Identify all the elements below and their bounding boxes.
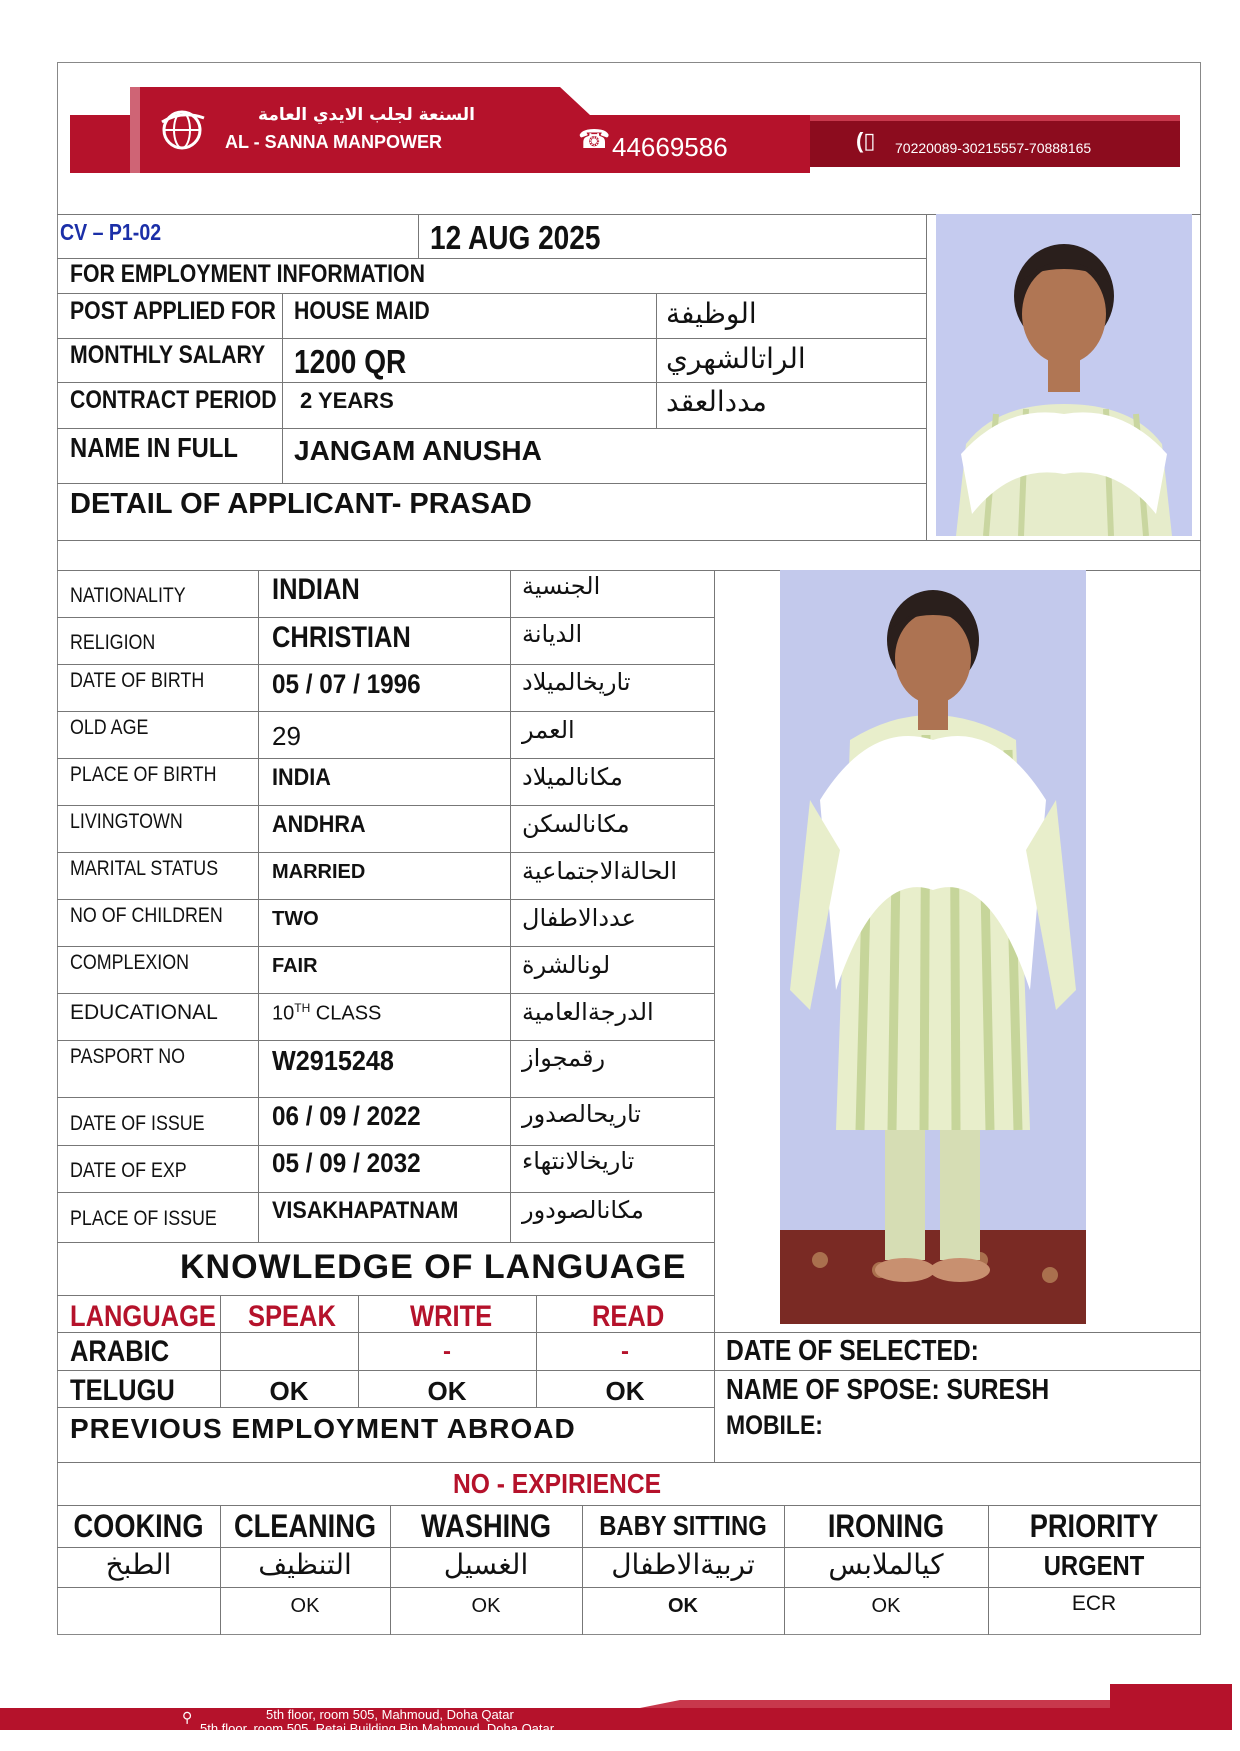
full-name-label: NAME IN FULL	[70, 432, 238, 463]
religion-arabic: الديانة	[522, 620, 583, 648]
age-value: 29	[272, 721, 301, 751]
educational-value-suffix: TH	[294, 1001, 311, 1015]
age-label: OLD AGE	[70, 716, 149, 739]
ironing-status: OK	[871, 1595, 901, 1617]
post-applied-label: POST APPLIED FOR	[70, 297, 276, 325]
skill-cleaning-arabic: التنظيف	[258, 1548, 352, 1581]
monthly-salary-label: MONTHLY SALARY	[70, 341, 266, 369]
skill-washing: WASHING	[421, 1508, 551, 1544]
language-header-read: READ	[592, 1300, 665, 1333]
date-of-exp-arabic: تاريخالانتهاء	[522, 1147, 635, 1175]
nationality-arabic: الجنسية	[522, 572, 601, 600]
children-arabic: عددالاطفال	[522, 904, 636, 932]
employment-section-title: FOR EMPLOYMENT INFORMATION	[70, 260, 425, 288]
contract-period-label: CONTRACT PERIOD	[70, 386, 277, 414]
language-section-title: KNOWLEDGE OF LANGUAGE	[180, 1248, 687, 1286]
company-name-arabic: السنعة لجلب الايدي العامة	[258, 105, 475, 125]
washing-status: OK	[471, 1595, 501, 1617]
skill-cooking: COOKING	[73, 1508, 204, 1544]
skill-priority: PRIORITY	[1029, 1508, 1159, 1544]
telugu-write: OK	[427, 1376, 467, 1406]
cv-code: CV – P1-02	[60, 219, 162, 245]
phone-number: 44669586	[612, 132, 728, 162]
skill-cooking-arabic: الطبخ	[105, 1548, 172, 1581]
previous-employment-title: PREVIOUS EMPLOYMENT ABROAD	[70, 1413, 576, 1444]
religion-label: RELIGION	[70, 631, 156, 654]
cv-date: 12 AUG 2025	[430, 219, 601, 256]
complexion-arabic: لونالشرة	[522, 951, 611, 979]
telugu-speak: OK	[269, 1376, 309, 1406]
contract-period-arabic: مددالعقد	[666, 385, 767, 418]
date-of-birth-value: 05 / 07 / 1996	[272, 669, 421, 699]
place-of-issue-label: PLACE OF ISSUE	[70, 1207, 217, 1230]
religion-value: CHRISTIAN	[272, 621, 411, 654]
date-of-issue-arabic: تاريحالصدور	[522, 1100, 641, 1128]
arabic-write: -	[443, 1338, 451, 1365]
place-of-issue-arabic: مكانالصودور	[522, 1196, 644, 1224]
complexion-label: COMPLEXION	[70, 951, 190, 974]
skill-ironing-arabic: كيالملابس	[828, 1548, 944, 1581]
date-of-birth-label: DATE OF BIRTH	[70, 669, 205, 692]
monthly-salary-arabic: الراتالشهري	[666, 342, 806, 375]
applicant-detail-heading: DETAIL OF APPLICANT- PRASAD	[70, 488, 532, 520]
footer-address-line1: 5th floor, room 505, Mahmoud, Doha Qatar	[266, 1707, 514, 1722]
date-of-birth-arabic: تاريخالميلاد	[522, 668, 631, 696]
passport-arabic: رقمجواز	[522, 1044, 606, 1072]
date-of-exp-value: 05 / 09 / 2032	[272, 1148, 421, 1178]
language-header-write: WRITE	[410, 1300, 493, 1333]
educational-value	[272, 1002, 381, 1024]
date-of-exp-label: DATE OF EXP	[70, 1159, 187, 1182]
language-header-speak: SPEAK	[248, 1300, 336, 1333]
passport-value: W2915248	[272, 1045, 394, 1076]
skill-washing-arabic: الغسيل	[443, 1548, 529, 1581]
children-value: TWO	[272, 908, 319, 930]
educational-value-class: CLASS	[310, 1002, 382, 1025]
living-town-arabic: مكانالسكن	[522, 810, 630, 838]
skill-ironing: IRONING	[827, 1508, 945, 1544]
living-town-value: ANDHRA	[272, 811, 366, 838]
post-applied-arabic: الوظيفة	[666, 297, 757, 330]
children-label: NO OF CHILDREN	[70, 904, 223, 927]
place-of-issue-value: VISAKHAPATNAM	[272, 1197, 459, 1224]
full-name-value: JANGAM ANUSHA	[294, 435, 542, 466]
contract-period-value: 2 YEARS	[300, 388, 394, 413]
monthly-salary-value: 1200 QR	[294, 343, 407, 380]
place-of-birth-value: INDIA	[272, 764, 331, 791]
cleaning-status: OK	[290, 1595, 320, 1617]
arabic-read: -	[621, 1338, 629, 1365]
date-of-issue-value: 06 / 09 / 2022	[272, 1101, 421, 1131]
marital-status-label: MARITAL STATUS	[70, 857, 219, 880]
age-arabic: العمر	[522, 716, 575, 744]
educational-label: EDUCATIONAL	[70, 1001, 218, 1024]
language-arabic: ARABIC	[70, 1335, 170, 1368]
date-of-issue-label: DATE OF ISSUE	[70, 1112, 205, 1135]
passport-label: PASPORT NO	[70, 1045, 186, 1068]
applicant-full-body-photo	[780, 570, 1086, 1324]
skill-baby-sitting-arabic: تربيةالاطفال	[611, 1548, 755, 1581]
location-pin-icon: ⚲	[182, 1709, 193, 1725]
telugu-read: OK	[605, 1376, 645, 1406]
nationality-value: INDIAN	[272, 573, 360, 606]
company-name-english: AL - SANNA MANPOWER	[225, 132, 442, 152]
educational-arabic: الدرجةالعامية	[522, 998, 654, 1026]
educational-value-number: 10	[272, 1002, 295, 1025]
place-of-birth-arabic: مكانالميلاد	[522, 763, 623, 791]
post-applied-value: HOUSE MAID	[294, 297, 430, 325]
living-town-label: LIVINGTOWN	[70, 810, 183, 833]
phone-icon: ☎	[578, 124, 611, 154]
date-selected-label: DATE OF SELECTED:	[726, 1335, 979, 1367]
footer-address-line2: 5th floor, room 505, Retaj Building,Bin Mahmoud, Doha Qatar	[200, 1721, 555, 1736]
language-telugu: TELUGU	[70, 1374, 175, 1407]
mobile-label: MOBILE:	[726, 1410, 823, 1440]
language-header-language: LANGUAGE	[70, 1300, 216, 1333]
mobile-numbers: 70220089-30215557-70888165	[895, 140, 1092, 156]
spouse-name: NAME OF SPOSE: SURESH	[726, 1374, 1050, 1406]
skill-baby-sitting: BABY SITTING	[599, 1510, 767, 1541]
complexion-value: FAIR	[272, 955, 318, 977]
baby-sitting-status: OK	[668, 1595, 698, 1617]
priority-value: URGENT	[1043, 1550, 1145, 1581]
marital-status-arabic: الحالةالاجتماعية	[522, 857, 678, 885]
nationality-label: NATIONALITY	[70, 584, 186, 607]
place-of-birth-label: PLACE OF BIRTH	[70, 763, 217, 786]
skill-cleaning: CLEANING	[233, 1508, 377, 1544]
mobile-icon: (▯	[856, 128, 876, 153]
priority-status: ECR	[1071, 1592, 1117, 1615]
previous-employment-value: NO - EXPIRIENCE	[452, 1468, 662, 1499]
marital-status-value: MARRIED	[272, 861, 366, 883]
applicant-headshot-photo	[936, 214, 1192, 536]
